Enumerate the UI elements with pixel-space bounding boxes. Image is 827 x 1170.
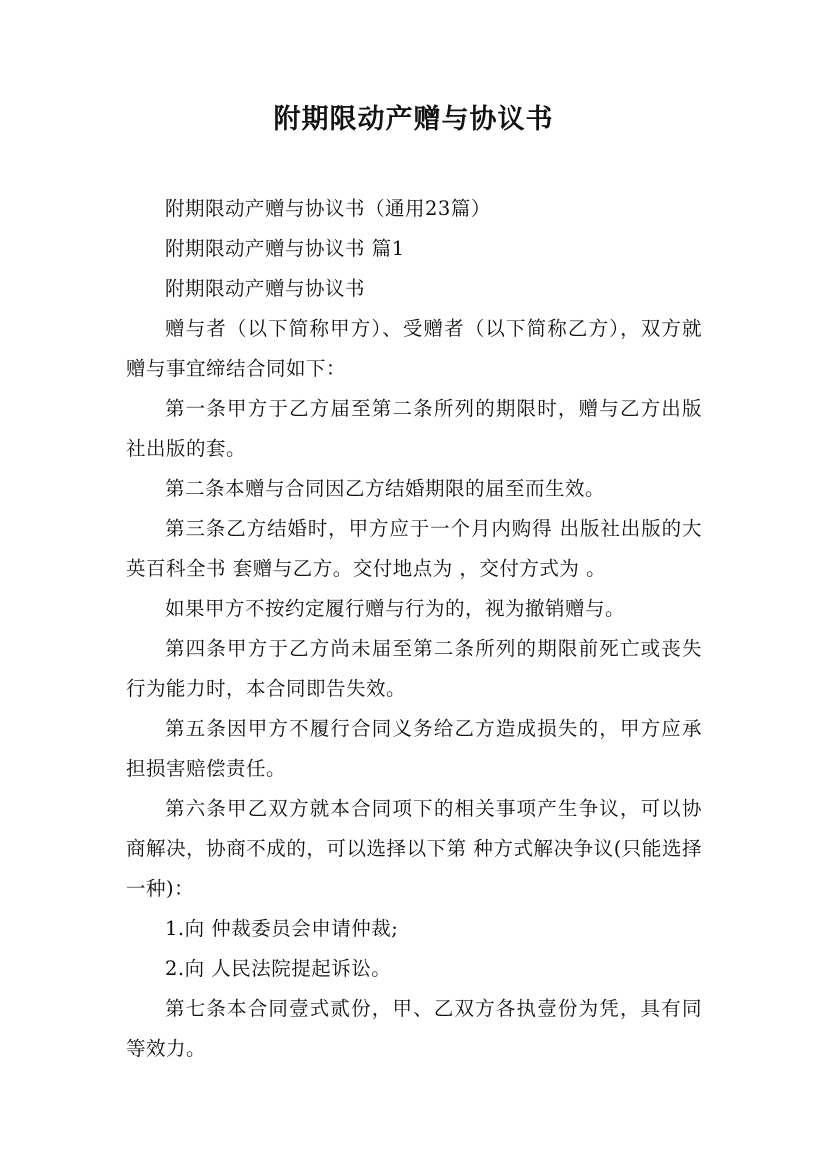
article-7: 第七条本合同壹式贰份，甲、乙双方各执壹份为凭，具有同等效力。: [126, 997, 702, 1060]
subtitle-paragraph: 附期限动产赠与协议书（通用23篇）: [165, 197, 491, 220]
article-3-note: 如果甲方不按约定履行赠与行为的，视为撤销赠与。: [165, 597, 626, 620]
document-body: [126, 189, 702, 1069]
article-3: 第三条乙方结婚时，甲方应于一个月内购得 出版社出版的大英百科全书 套赠与乙方。交付地点为 ，交付方式为 。: [126, 517, 702, 580]
article-6-option-1: 1.向 仲裁委员会申请仲裁;: [165, 917, 399, 940]
chapter-heading: 附期限动产赠与协议书 篇1: [165, 237, 405, 260]
article-4: 第四条甲方于乙方尚未届至第二条所列的期限前死亡或丧失行为能力时，本合同即告失效。: [126, 637, 702, 700]
parties-paragraph: 赠与者（以下简称甲方）、受赠者（以下简称乙方），双方就赠与事宜缔结合同如下：: [126, 317, 702, 380]
article-6-option-2: 2.向 人民法院提起诉讼。: [165, 957, 392, 980]
article-1: 第一条甲方于乙方届至第二条所列的期限时，赠与乙方出版社出版的套。: [126, 397, 702, 460]
article-5: 第五条因甲方不履行合同义务给乙方造成损失的，甲方应承担损害赔偿责任。: [126, 717, 702, 780]
agreement-heading: 附期限动产赠与协议书: [165, 277, 366, 300]
article-6: 第六条甲乙双方就本合同项下的相关事项产生争议，可以协商解决，协商不成的，可以选择以下第 种方式解决争议(只能选择一种)：: [126, 797, 702, 900]
article-2: 第二条本赠与合同因乙方结婚期限的届至而生效。: [165, 477, 606, 500]
document-title: 附期限动产赠与协议书: [273, 104, 554, 135]
